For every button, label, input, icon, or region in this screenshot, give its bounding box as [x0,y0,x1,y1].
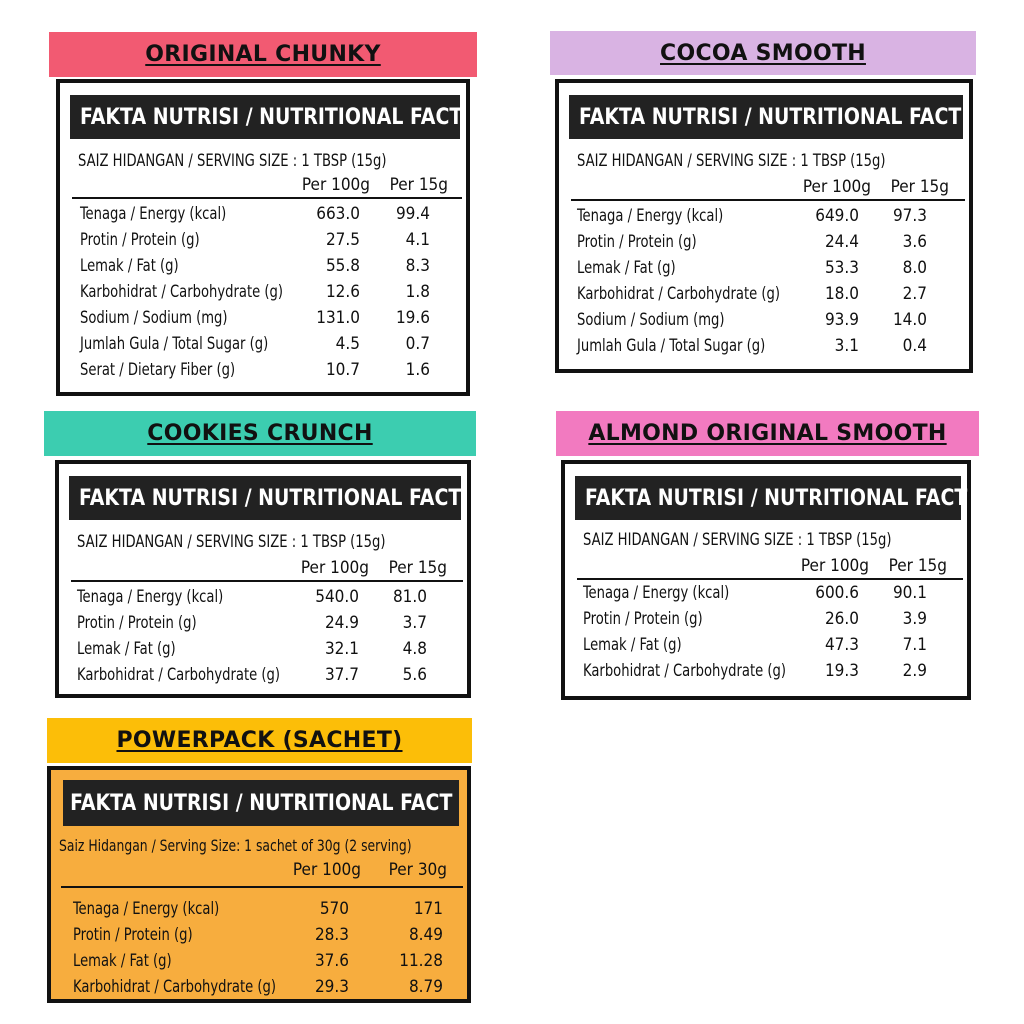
nutrient-label: Karbohidrat / Carbohydrate (g) [73,977,277,997]
nutrient-label: Tenaga / Energy (kcal) [77,587,224,607]
table-row [577,333,961,359]
serving-size: SAIZ HIDANGAN / SERVING SIZE : 1 TBSP (15g) [583,530,892,550]
table-row [73,974,453,1000]
product-title-original-chunky: ORIGINAL CHUNKY [49,32,477,77]
table-row [80,331,460,357]
value-per-100g: 55.8 [325,256,360,276]
nutrient-label: Jumlah Gula / Total Sugar (g) [80,334,269,354]
value-per-serving: 1.8 [405,282,430,302]
nutrient-label: Tenaga / Energy (kcal) [577,206,724,226]
nutrient-label: Protin / Protein (g) [583,609,703,629]
value-per-100g: 29.3 [314,977,349,997]
column-header-per-100g: Per 100g [301,175,370,195]
table-row [77,584,459,610]
value-per-serving: 8.79 [408,977,443,997]
product-title-almond-original-smooth: ALMOND ORIGINAL SMOOTH [556,411,979,456]
panel-header: FAKTA NUTRISI / NUTRITIONAL FACT [575,476,961,520]
table-row [80,279,460,305]
table-row [577,255,961,281]
column-header-per-100g: Per 100g [800,556,869,576]
value-per-100g: 570 [319,899,349,919]
value-per-serving: 2.7 [902,284,927,304]
value-per-serving: 3.7 [402,613,427,633]
value-per-serving: 2.9 [902,661,927,681]
value-per-100g: 3.1 [834,336,859,356]
column-header-per-100g: Per 100g [802,177,871,197]
table-row [77,662,459,688]
table-row [80,253,460,279]
value-per-100g: 93.9 [824,310,859,330]
value-per-serving: 11.28 [399,951,443,971]
value-per-100g: 37.6 [314,951,349,971]
table-row [73,896,453,922]
column-header-per-serving: Per 15g [888,556,947,576]
nutrient-label: Protin / Protein (g) [77,613,197,633]
value-per-serving: 5.6 [402,665,427,685]
value-per-100g: 24.9 [324,613,359,633]
nutrient-label: Protin / Protein (g) [577,232,697,252]
table-row [77,610,459,636]
column-header-per-100g: Per 100g [300,558,369,578]
value-per-100g: 28.3 [314,925,349,945]
product-title-powerpack-sachet: POWERPACK (SACHET) [47,718,472,763]
serving-size: SAIZ HIDANGAN / SERVING SIZE : 1 TBSP (15g) [577,151,886,171]
column-header-rule [71,580,463,582]
nutrition-panel-cookies-crunch [55,460,471,698]
nutrient-label: Karbohidrat / Carbohydrate (g) [577,284,781,304]
nutrient-label: Lemak / Fat (g) [80,256,179,276]
nutrient-label: Tenaga / Energy (kcal) [583,583,730,603]
panel-header: FAKTA NUTRISI / NUTRITIONAL FACT [569,95,963,139]
value-per-100g: 19.3 [824,661,859,681]
value-per-serving: 4.8 [402,639,427,659]
column-header-per-100g: Per 100g [292,860,361,880]
value-per-100g: 663.0 [316,204,360,224]
value-per-100g: 12.6 [325,282,360,302]
panel-header: FAKTA NUTRISI / NUTRITIONAL FACT [69,476,461,520]
product-title-cookies-crunch: COOKIES CRUNCH [44,411,476,456]
column-header-rule [61,886,463,888]
value-per-serving: 14.0 [892,310,927,330]
serving-size: SAIZ HIDANGAN / SERVING SIZE : 1 TBSP (15g) [77,532,386,552]
panel-header: FAKTA NUTRISI / NUTRITIONAL FACT [63,780,459,826]
serving-size: SAIZ HIDANGAN / SERVING SIZE : 1 TBSP (15g) [78,151,387,171]
value-per-100g: 24.4 [824,232,859,252]
nutrition-panel-cocoa-smooth [555,79,973,373]
nutrition-panel-powerpack-sachet [47,766,471,1003]
value-per-100g: 53.3 [824,258,859,278]
table-row [73,922,453,948]
nutrient-label: Karbohidrat / Carbohydrate (g) [583,661,787,681]
value-per-100g: 26.0 [824,609,859,629]
value-per-100g: 32.1 [324,639,359,659]
value-per-serving: 8.49 [408,925,443,945]
table-row [583,580,959,606]
table-row [73,948,453,974]
value-per-serving: 8.0 [902,258,927,278]
value-per-100g: 37.7 [324,665,359,685]
product-title-cocoa-smooth: COCOA SMOOTH [550,31,976,75]
nutrient-label: Serat / Dietary Fiber (g) [80,360,236,380]
value-per-serving: 0.4 [902,336,927,356]
value-per-100g: 540.0 [315,587,359,607]
value-per-serving: 0.7 [405,334,430,354]
nutrient-label: Lemak / Fat (g) [73,951,172,971]
table-row [577,281,961,307]
value-per-100g: 131.0 [316,308,360,328]
nutrition-panel-original-chunky [56,79,470,396]
serving-size: Saiz Hidangan / Serving Size: 1 sachet of 30g (2 serving) [59,836,412,855]
table-row [80,201,460,227]
nutrient-label: Sodium / Sodium (mg) [80,308,228,328]
value-per-100g: 649.0 [815,206,859,226]
nutrient-label: Protin / Protein (g) [73,925,193,945]
table-row [577,229,961,255]
nutrient-label: Lemak / Fat (g) [77,639,176,659]
value-per-serving: 99.4 [395,204,430,224]
value-per-serving: 4.1 [405,230,430,250]
value-per-100g: 27.5 [325,230,360,250]
value-per-100g: 10.7 [325,360,360,380]
table-row [583,606,959,632]
nutrient-label: Tenaga / Energy (kcal) [80,204,227,224]
value-per-100g: 4.5 [335,334,360,354]
column-header-per-serving: Per 15g [388,558,447,578]
value-per-serving: 3.9 [902,609,927,629]
value-per-serving: 8.3 [405,256,430,276]
table-row [583,632,959,658]
nutrition-panel-almond-original-smooth [561,460,971,700]
value-per-serving: 97.3 [892,206,927,226]
nutrient-label: Lemak / Fat (g) [583,635,682,655]
nutrient-label: Sodium / Sodium (mg) [577,310,725,330]
table-row [577,203,961,229]
value-per-serving: 3.6 [902,232,927,252]
value-per-serving: 81.0 [392,587,427,607]
table-row [80,227,460,253]
value-per-serving: 7.1 [902,635,927,655]
value-per-serving: 1.6 [405,360,430,380]
nutrient-label: Protin / Protein (g) [80,230,200,250]
column-header-rule [571,199,965,201]
value-per-serving: 90.1 [892,583,927,603]
nutrient-label: Karbohidrat / Carbohydrate (g) [77,665,281,685]
table-row [80,357,460,383]
table-row [80,305,460,331]
nutrient-label: Tenaga / Energy (kcal) [73,899,220,919]
value-per-100g: 47.3 [824,635,859,655]
column-header-per-serving: Per 15g [890,177,949,197]
column-header-rule [72,197,462,199]
table-row [577,307,961,333]
value-per-100g: 600.6 [815,583,859,603]
nutrient-label: Lemak / Fat (g) [577,258,676,278]
column-header-per-serving: Per 30g [388,860,447,880]
nutrient-label: Karbohidrat / Carbohydrate (g) [80,282,284,302]
value-per-serving: 171 [413,899,443,919]
column-header-per-serving: Per 15g [389,175,448,195]
panel-header: FAKTA NUTRISI / NUTRITIONAL FACT [70,95,460,139]
table-row [77,636,459,662]
value-per-100g: 18.0 [824,284,859,304]
nutrient-label: Jumlah Gula / Total Sugar (g) [577,336,766,356]
table-row [583,658,959,684]
value-per-serving: 19.6 [395,308,430,328]
